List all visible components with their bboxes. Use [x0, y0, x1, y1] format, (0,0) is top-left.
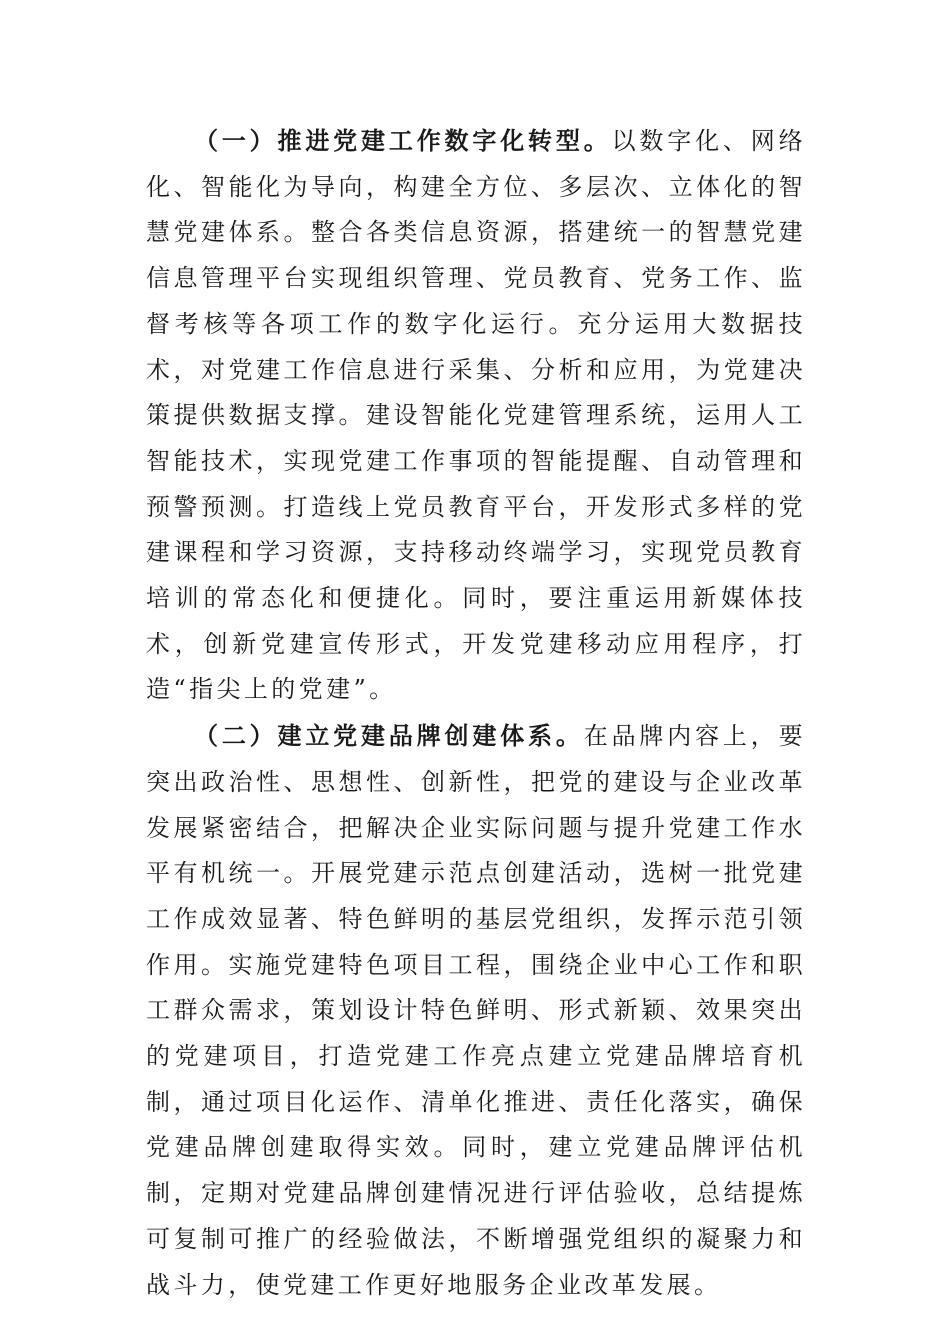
section-heading-2: （二）建立党建品牌创建体系。: [194, 721, 584, 751]
document-body: [146, 118, 806, 1308]
paragraph-digital-transformation: [146, 118, 806, 713]
paragraph-brand-system: [146, 713, 806, 1308]
section-heading-1: （一）推进党建工作数字化转型。: [194, 126, 612, 155]
section-body-2: 在品牌内容上，要突出政治性、思想性、创新性，把党的建设与企业改革发展紧密结合，把解决企业实际问题与提升党建工作水平有机统一。开展党建示范点创建活动，选树一批党建工作成效显著、特色鲜明的基层党组织，发挥示范引领作用。实施党建特色项目工程，围绕企业中心工作和职工群众需求，策划设计特色鲜明、形式新颖、效果突出的党建项目，打造党建工作亮点建立党建品牌培育机制，通过项目化运作、清单化推进、责任化落实，确保党建品牌创建取得实效。同时，建立党建品牌评估机制，定期对党建品牌创建情况进行评估验收，总结提炼可复制可推广的经验做法，不断增强党组织的凝聚力和战斗力，使党建工作更好地服务企业改革发展。: [146, 722, 806, 1299]
section-body-1: 以数字化、网络化、智能化为导向，构建全方位、多层次、立体化的智慧党建体系。整合各类信息资源，搭建统一的智慧党建信息管理平台实现组织管理、党员教育、党务工作、监督考核等各项工作的数字化运行。充分运用大数据技术，对党建工作信息进行采集、分析和应用，为党建决策提供数据支撑。建设智能化党建管理系统，运用人工智能技术，实现党建工作事项的智能提醒、自动管理和预警预测。打造线上党员教育平台，开发形式多样的党建课程和学习资源，支持移动终端学习，实现党员教育培训的常态化和便捷化。同时，要注重运用新媒体技术，创新党建宣传形式，开发党建移动应用程序，打造“指尖上的党建”。: [146, 127, 806, 704]
